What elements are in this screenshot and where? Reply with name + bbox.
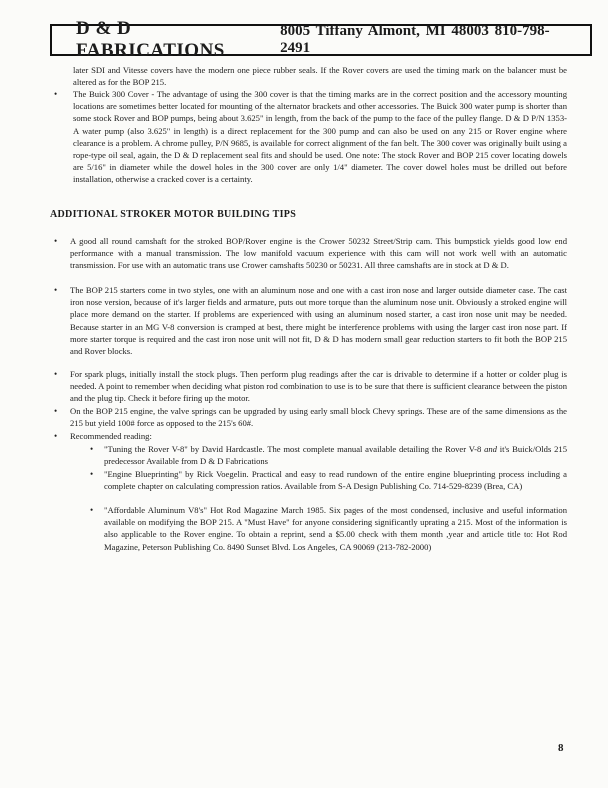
reading-emphasis: and — [484, 444, 497, 454]
bullet: • — [54, 89, 58, 99]
section-heading: ADDITIONAL STROKER MOTOR BUILDING TIPS — [50, 209, 297, 220]
company-name: D & D FABRICATIONS — [76, 18, 225, 61]
reading-engine-blueprinting: "Engine Blueprinting" by Rick Voegelin. Practical and easy to read rundown of the entire engine blueprinting process including a complete chapter on calculating compression ratios. Available from S-A Design Publishing Co. 714-529-8239 (Brea, CA) — [104, 469, 567, 492]
tip-spark-plugs: For spark plugs, initially install the stock plugs. Then perform plug readings after the car is drivable to determine if a hotter or colder plug is needed. A point to remember when deciding what piston rod combination to use is to be sure that there is sufficient clearance between the piston and the plug tip. Check it before firing up the motor. — [70, 369, 567, 404]
company-address: 8005 Tiffany Almont, MI 48003 810-798-2491 — [280, 23, 550, 56]
reading-text: "Tuning the Rover V-8" by David Hardcastle. The most complete manual available detailing the Rover V-8 — [104, 444, 485, 454]
buick-cover-paragraph: The Buick 300 Cover - The advantage of using the 300 cover is that the timing marks are in the correct position and the accessory mounting locations are sometimes better located for mounting of the alternator brackets and other accessories. The Buick 300 water pump is shorter than some stock Rover and BOP pumps, being about 3.625" in length, from the back of the pump to the face of the pulley flange. D & D P/N 1353-A water pump (also 3.625" in length) is a direct replacement for the 300 pump and can also be used on any 215 or Rover engine where clearance is a problem. A chrome pulley, P/N 9685, is available for correct alignment of the fan belt. The 300 cover was originally built using a rope-type oil seal, again, the D & D replacement seal fits and should be used. One note: The stock Rover and BOP 215 cover locating dowels are 5/16" in diameter while the dowel holes in the 300 cover are only 1/4" diameter. The cover dowel holes must be drilled out before installation, otherwise a cracked cover is a certainty. — [73, 89, 567, 185]
bullet: • — [90, 505, 94, 515]
tip-starters: The BOP 215 starters come in two styles, one with an aluminum nose and one with a cast iron nose and larger outside diameter case. The cast iron nose version, because of it's larger fields and armature, puts out more torque than the aluminum nose unit. Obviously a stroked engine will place more demand on the starter. If problems are experienced with using an aluminum nosed starter, a cast iron nose unit may be needed. Because starter in an MG V-8 conversion is cramped at best, there might be interference problems with using the larger cast iron nose part. If more starter torque is required and the cast iron nose unit will not fit, D & D has modern small gear reduction starters to fit both the BOP 215 and Rover blocks. — [70, 285, 567, 357]
bullet: • — [54, 369, 58, 379]
letterhead — [50, 18, 592, 61]
tip-camshaft: A good all round camshaft for the stroked BOP/Rover engine is the Crower 50232 Street/Strip cam. This bumpstick yields good low end performance with a manual transmission. The low manifold vacuum experience with this cam will not work well with an automatic transmission. For use with an automatic trans use Crower camshafts 50230 or 50231. All three camshafts are in stock at D & D. — [70, 236, 567, 271]
bullet: • — [54, 406, 58, 416]
reading-rover-v8 — [104, 443, 567, 467]
bullet: • — [54, 431, 58, 441]
bullet: • — [54, 236, 58, 246]
page-number: 8 — [558, 742, 564, 754]
reading-hot-rod-magazine: "Affordable Aluminum V8's" Hot Rod Magazine March 1985. Six pages of the most condensed, inclusive and useful information available on modifying the BOP 215. A "Must Have" for anyone considering significantly uprating a 215. Most of the information is also applicable to the Rover engine. To obtain a reprint, send a $5.00 check with them month ,year and article title to: Hot Rod Magazine, Peterson Publishing Co. 8490 Sunset Blvd. Los Angeles, CA 90069 (213-782-2000) — [104, 505, 567, 552]
intro-paragraph: later SDI and Vitesse covers have the modern one piece rubber seals. If the Rover covers are used the timing mark on the balancer must be altered as for the BOP 215. — [73, 65, 567, 88]
bullet: • — [54, 285, 58, 295]
tip-valve-springs: On the BOP 215 engine, the valve springs can be upgraded by using early small block Chevy springs. These are of the same dimensions as the 215 but yield 100# force as opposed to the 215's 60#. — [70, 406, 567, 429]
reading-text: it's Buick/Olds 215 predecessor Available from D & D Fabrications — [104, 444, 567, 467]
tip-recommended-reading: Recommended reading: — [70, 431, 152, 441]
bullet: • — [90, 444, 94, 454]
bullet: • — [90, 469, 94, 479]
